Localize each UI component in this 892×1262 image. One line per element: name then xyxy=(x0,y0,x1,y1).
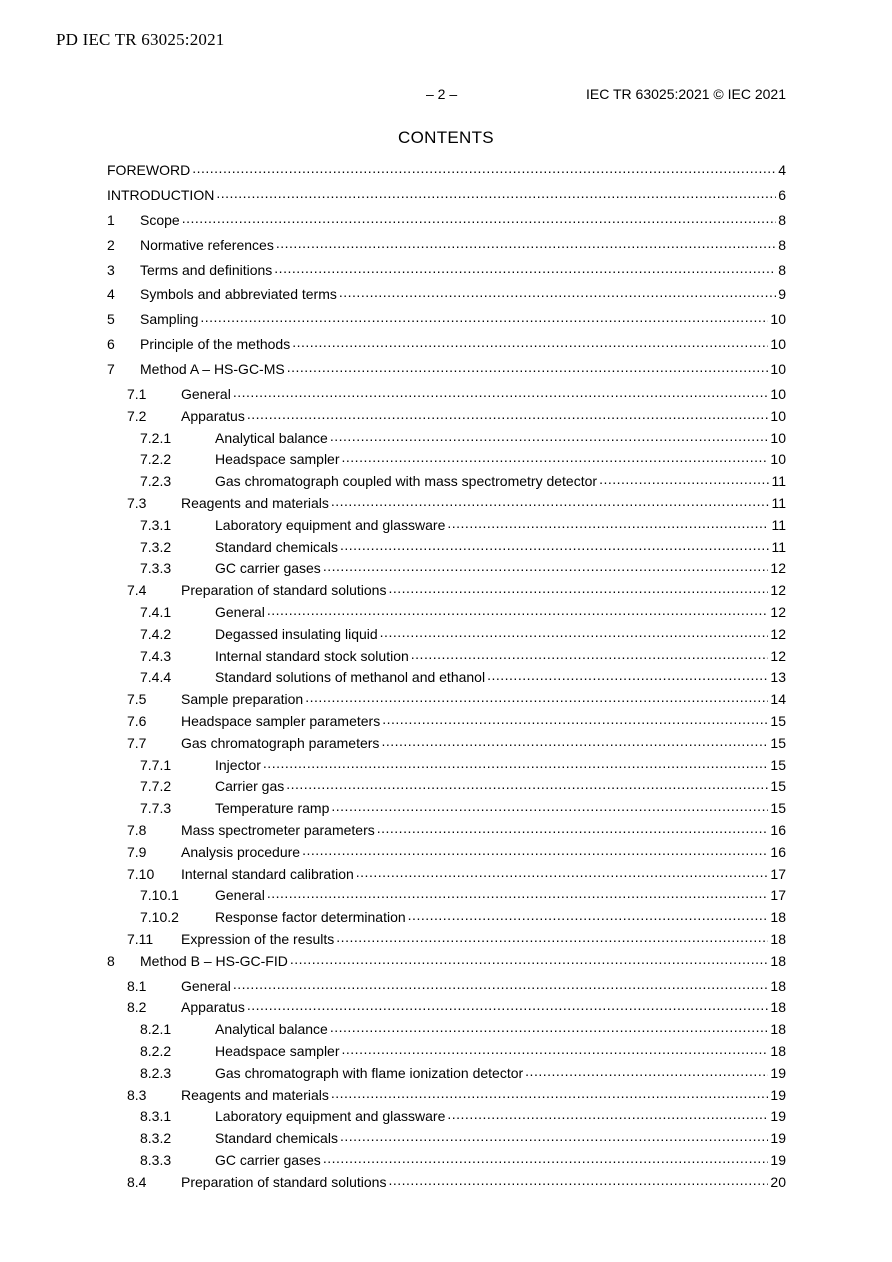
toc-dot-leader xyxy=(330,429,769,443)
toc-dot-leader xyxy=(339,285,776,299)
toc-dot-leader xyxy=(267,603,769,617)
toc-dot-leader xyxy=(302,843,768,857)
toc-entry-title[interactable]: Apparatus xyxy=(181,407,245,424)
toc-dot-leader xyxy=(447,516,769,530)
toc-entry-number: 7.4.4 xyxy=(140,669,172,686)
toc-entry-number: 8.1 xyxy=(127,977,147,994)
toc-entry-page[interactable]: 19 xyxy=(770,1152,786,1168)
toc-entry-title[interactable]: General xyxy=(181,977,231,994)
toc-entry-number: 2 xyxy=(107,236,115,253)
toc-entry-title[interactable]: General xyxy=(215,603,265,620)
toc-dot-leader xyxy=(388,1173,768,1187)
toc-entry-page[interactable]: 8 xyxy=(778,261,786,278)
toc-entry-page[interactable]: 19 xyxy=(770,1086,786,1103)
toc-entry[interactable] xyxy=(107,450,786,468)
toc-entry-title[interactable]: Laboratory equipment and glassware xyxy=(215,516,446,533)
toc-entry-page[interactable]: 11 xyxy=(771,538,786,555)
toc-entry[interactable] xyxy=(107,472,786,490)
toc-dot-leader xyxy=(200,310,768,324)
toc-dot-leader xyxy=(336,930,768,944)
toc-dot-leader xyxy=(411,647,769,661)
toc-entry[interactable] xyxy=(107,756,786,774)
toc-dot-leader xyxy=(331,1086,769,1100)
toc-entry-number: 4 xyxy=(107,286,115,303)
toc-dot-leader xyxy=(388,581,768,595)
toc-entry[interactable] xyxy=(107,625,786,643)
toc-entry[interactable] xyxy=(107,516,786,534)
toc-entry-page[interactable]: 8 xyxy=(778,236,786,253)
toc-entry-page[interactable]: 16 xyxy=(770,821,786,838)
toc-entry-title[interactable]: Preparation of standard solutions xyxy=(181,582,387,599)
toc-entry-page[interactable]: 11 xyxy=(771,495,786,511)
toc-dot-leader xyxy=(323,1151,769,1165)
toc-entry-page[interactable]: 10 xyxy=(770,386,786,403)
toc-entry[interactable] xyxy=(107,385,786,403)
toc-dot-leader xyxy=(330,1020,769,1034)
toc-entry-number: 7 xyxy=(107,361,115,378)
toc-entry-number: 7.11 xyxy=(127,930,154,947)
toc-entry[interactable] xyxy=(107,161,786,179)
toc-entry-title[interactable]: Gas chromatograph with flame ionization detector xyxy=(215,1064,524,1081)
toc-entry[interactable] xyxy=(107,908,786,926)
copyright-notice: IEC TR 63025:2021 © IEC 2021 xyxy=(586,86,786,102)
toc-entry-number: 7.5 xyxy=(127,691,147,708)
toc-entry-page[interactable]: 15 xyxy=(770,800,786,817)
toc-entry-number: 7.4.3 xyxy=(140,647,172,664)
toc-dot-leader xyxy=(447,1107,768,1121)
toc-entry-page[interactable]: 12 xyxy=(770,603,786,620)
toc-dot-leader xyxy=(274,261,776,275)
toc-entry-number: 7.3 xyxy=(127,495,147,511)
toc-entry[interactable] xyxy=(107,977,786,995)
toc-entry-title[interactable]: Response factor determination xyxy=(215,909,406,926)
toc-dot-leader xyxy=(342,450,769,464)
toc-entry-number: 8 xyxy=(107,952,115,969)
toc-entry-number: 8.3 xyxy=(127,1086,147,1103)
toc-entry-page[interactable]: 4 xyxy=(778,162,786,178)
toc-entry-title[interactable]: General xyxy=(215,887,265,904)
toc-entry-page[interactable]: 18 xyxy=(770,1021,786,1038)
toc-entry[interactable] xyxy=(107,186,786,204)
toc-entry-page[interactable]: 10 xyxy=(770,336,786,353)
toc-entry-page[interactable]: 15 xyxy=(770,778,786,795)
toc-entry-number: 7.6 xyxy=(127,712,147,729)
toc-entry-page[interactable]: 14 xyxy=(770,691,786,708)
toc-entry-title[interactable]: Carrier gas xyxy=(215,778,285,795)
toc-entry-title[interactable]: GC carrier gases xyxy=(215,1152,321,1168)
toc-entry-number: 7.7.1 xyxy=(140,756,172,773)
toc-entry-number: 7.10.2 xyxy=(140,909,179,926)
toc-entry-number: 7.7 xyxy=(127,734,147,751)
toc-entry-page[interactable]: 13 xyxy=(770,669,786,686)
toc-dot-leader xyxy=(340,1129,768,1143)
toc-entry[interactable] xyxy=(107,261,786,279)
toc-entry[interactable] xyxy=(107,865,786,883)
toc-entry-title[interactable]: Principle of the methods xyxy=(140,336,291,353)
toc-entry[interactable] xyxy=(107,1064,786,1082)
toc-entry-number: 7.2.2 xyxy=(140,451,172,468)
toc-entry-page[interactable]: 10 xyxy=(770,407,786,424)
toc-entry-page[interactable]: 6 xyxy=(778,186,786,203)
toc-entry-title[interactable]: GC carrier gases xyxy=(215,560,321,577)
toc-entry[interactable] xyxy=(107,777,786,795)
toc-entry[interactable] xyxy=(107,1086,786,1104)
toc-dot-leader xyxy=(233,385,769,399)
toc-entry-page[interactable]: 18 xyxy=(770,909,786,926)
toc-entry-number: 7.1 xyxy=(127,386,147,403)
toc-entry-page[interactable]: 15 xyxy=(770,756,786,773)
toc-entry-page[interactable]: 15 xyxy=(770,712,786,729)
toc-entry-title[interactable]: Standard chemicals xyxy=(215,538,338,555)
toc-entry-number: 7.10.1 xyxy=(140,887,179,904)
toc-dot-leader xyxy=(380,625,769,639)
toc-entry-number: 6 xyxy=(107,336,115,353)
toc-entry[interactable] xyxy=(107,799,786,817)
toc-dot-leader xyxy=(381,734,768,748)
toc-entry-page[interactable]: 12 xyxy=(770,625,786,642)
toc-entry-title[interactable]: Apparatus xyxy=(181,999,245,1016)
toc-entry[interactable] xyxy=(107,236,786,254)
toc-entry-number: 7.3.1 xyxy=(140,516,172,533)
toc-dot-leader xyxy=(340,538,770,552)
toc-entry-page[interactable]: 20 xyxy=(770,1173,786,1190)
toc-entry-page[interactable]: 17 xyxy=(770,887,786,904)
toc-entry-number: 5 xyxy=(107,311,115,328)
toc-entry-title[interactable]: Symbols and abbreviated terms xyxy=(140,286,337,303)
toc-entry-title[interactable]: Gas chromatograph coupled with mass spectrometry detector xyxy=(215,473,598,490)
toc-entry[interactable] xyxy=(107,581,786,599)
toc-entry-title[interactable]: Gas chromatograph parameters xyxy=(181,734,380,751)
toc-entry-title[interactable]: Headspace sampler xyxy=(215,451,340,468)
toc-dot-leader xyxy=(247,407,769,421)
toc-entry-title[interactable]: Analytical balance xyxy=(215,429,328,446)
toc-entry[interactable] xyxy=(107,1129,786,1147)
toc-dot-leader xyxy=(377,821,769,835)
toc-entry-title[interactable]: Method B – HS-GC-FID xyxy=(140,952,288,969)
toc-entry-number: 7.4.2 xyxy=(140,625,172,642)
toc-entry[interactable] xyxy=(107,407,786,425)
toc-entry[interactable] xyxy=(107,734,786,752)
toc-entry-number: 7.2.1 xyxy=(140,429,172,446)
toc-entry-number: 7.9 xyxy=(127,843,147,860)
toc-entry-page[interactable]: 12 xyxy=(770,582,786,599)
toc-dot-leader xyxy=(287,360,769,374)
toc-entry-title[interactable]: Method A – HS-GC-MS xyxy=(140,361,285,378)
toc-entry-title[interactable]: Reagents and materials xyxy=(181,495,329,511)
toc-entry-title[interactable]: Scope xyxy=(140,211,180,228)
toc-entry-title[interactable]: Standard chemicals xyxy=(215,1130,338,1147)
toc-entry-page[interactable]: 12 xyxy=(770,647,786,664)
toc-entry-page[interactable]: 18 xyxy=(770,930,786,947)
toc-entry-page[interactable]: 15 xyxy=(770,734,786,751)
toc-entry-title[interactable]: Degassed insulating liquid xyxy=(215,625,378,642)
toc-entry[interactable] xyxy=(107,559,786,577)
toc-entry-number: 7.7.2 xyxy=(140,778,172,795)
toc-entry-title[interactable]: Normative references xyxy=(140,236,274,253)
toc-entry-number: 7.3.2 xyxy=(140,538,172,555)
toc-entry-page[interactable]: 11 xyxy=(771,473,786,490)
toc-dot-leader xyxy=(276,236,776,250)
toc-entry-page[interactable]: 10 xyxy=(770,451,786,468)
toc-entry[interactable] xyxy=(107,211,786,229)
toc-entry[interactable] xyxy=(107,1107,786,1125)
toc-entry-number: 7.3.3 xyxy=(140,560,172,577)
toc-entry[interactable] xyxy=(107,886,786,904)
toc-entry-number: 8.3.2 xyxy=(140,1130,172,1147)
toc-entry-title[interactable]: Standard solutions of methanol and ethanol xyxy=(215,669,486,686)
toc-entry-number: 8.3.1 xyxy=(140,1108,172,1125)
toc-entry-title[interactable]: Laboratory equipment and glassware xyxy=(215,1108,446,1125)
toc-entry[interactable] xyxy=(107,1151,786,1169)
toc-entry-page[interactable]: 19 xyxy=(770,1108,786,1125)
toc-dot-leader xyxy=(331,494,770,508)
toc-dot-leader xyxy=(263,756,769,770)
toc-dot-leader xyxy=(356,865,769,879)
toc-dot-leader xyxy=(408,908,769,922)
toc-entry-page[interactable]: 10 xyxy=(770,429,786,446)
toc-entry-page[interactable]: 19 xyxy=(770,1064,786,1081)
toc-entry-number: 3 xyxy=(107,261,115,278)
toc-entry-page[interactable]: 16 xyxy=(770,843,786,860)
toc-entry-page[interactable]: 10 xyxy=(770,311,786,328)
toc-entry-title[interactable]: Preparation of standard solutions xyxy=(181,1173,387,1190)
toc-entry-page[interactable]: 9 xyxy=(778,286,786,303)
toc-dot-leader xyxy=(331,799,768,813)
toc-dot-leader xyxy=(342,1042,769,1056)
toc-entry-title[interactable]: INTRODUCTION xyxy=(107,186,215,203)
toc-entry[interactable] xyxy=(107,538,786,556)
toc-entry[interactable] xyxy=(107,1020,786,1038)
toc-entry-page[interactable]: 17 xyxy=(770,865,786,882)
toc-dot-leader xyxy=(247,998,769,1012)
toc-entry-title[interactable]: Headspace sampler xyxy=(215,1043,340,1060)
toc-entry-page[interactable]: 12 xyxy=(770,560,786,577)
toc-entry-page[interactable]: 18 xyxy=(770,1043,786,1060)
toc-entry-title[interactable]: General xyxy=(181,386,231,403)
toc-entry-number: 7.2.3 xyxy=(140,473,172,490)
toc-entry-title[interactable]: Sampling xyxy=(140,311,199,328)
toc-entry-number: 8.2 xyxy=(127,999,147,1016)
toc-entry-page[interactable]: 18 xyxy=(770,977,786,994)
toc-entry[interactable] xyxy=(107,360,786,378)
toc-entry-page[interactable]: 18 xyxy=(770,952,786,969)
document-id: PD IEC TR 63025:2021 xyxy=(56,30,225,49)
toc-dot-leader xyxy=(525,1064,768,1078)
toc-dot-leader xyxy=(216,186,776,200)
toc-entry-title[interactable]: Injector xyxy=(215,756,261,773)
table-of-contents xyxy=(107,161,786,1191)
toc-entry[interactable] xyxy=(107,690,786,708)
toc-entry-title[interactable]: Internal standard stock solution xyxy=(215,647,409,664)
toc-entry[interactable] xyxy=(107,494,786,512)
toc-entry[interactable] xyxy=(107,952,786,970)
toc-entry[interactable] xyxy=(107,843,786,861)
toc-entry[interactable] xyxy=(107,668,786,686)
toc-entry-title[interactable]: Mass spectrometer parameters xyxy=(181,821,375,838)
toc-entry-title[interactable]: Analytical balance xyxy=(215,1021,328,1038)
toc-entry[interactable] xyxy=(107,335,786,353)
toc-entry-number: 7.8 xyxy=(127,821,147,838)
toc-entry-number: 7.4 xyxy=(127,582,147,599)
toc-entry-page[interactable]: 18 xyxy=(770,999,786,1016)
toc-entry-number: 1 xyxy=(107,211,115,228)
toc-dot-leader xyxy=(292,335,768,349)
toc-entry[interactable] xyxy=(107,647,786,665)
toc-dot-leader xyxy=(182,211,777,225)
toc-entry-title[interactable]: Headspace sampler parameters xyxy=(181,712,381,729)
toc-dot-leader xyxy=(323,559,769,573)
toc-entry-number: 7.2 xyxy=(127,407,147,424)
toc-entry-page[interactable]: 11 xyxy=(771,516,786,533)
toc-entry-title[interactable]: Expression of the results xyxy=(181,930,335,947)
toc-entry[interactable] xyxy=(107,821,786,839)
toc-dot-leader xyxy=(192,161,776,175)
page-number: – 2 – xyxy=(426,86,458,102)
toc-entry[interactable] xyxy=(107,1173,786,1191)
toc-dot-leader xyxy=(599,472,769,486)
toc-entry-title[interactable]: Temperature ramp xyxy=(215,800,330,817)
contents-heading: CONTENTS xyxy=(398,128,494,147)
toc-entry[interactable] xyxy=(107,998,786,1016)
toc-dot-leader xyxy=(487,668,768,682)
toc-entry-page[interactable]: 8 xyxy=(778,211,786,228)
toc-entry-title[interactable]: Analysis procedure xyxy=(181,843,301,860)
toc-entry-page[interactable]: 10 xyxy=(770,361,786,378)
toc-entry-number: 7.4.1 xyxy=(140,603,172,620)
toc-entry-number: 7.7.3 xyxy=(140,800,172,817)
toc-dot-leader xyxy=(286,777,768,791)
toc-entry-number: 8.3.3 xyxy=(140,1152,172,1168)
toc-entry-title[interactable]: Reagents and materials xyxy=(181,1086,329,1103)
toc-entry[interactable] xyxy=(107,712,786,730)
toc-entry-page[interactable]: 19 xyxy=(770,1130,786,1147)
toc-entry[interactable] xyxy=(107,285,786,303)
toc-entry-title[interactable]: Internal standard calibration xyxy=(181,865,354,882)
toc-entry-number: 8.4 xyxy=(127,1173,147,1190)
toc-entry-number: 8.2.3 xyxy=(140,1064,172,1081)
toc-entry-number: 7.10 xyxy=(127,865,155,882)
toc-entry-title[interactable]: Terms and definitions xyxy=(140,261,273,278)
toc-dot-leader xyxy=(382,712,768,726)
toc-entry-number: 8.2.2 xyxy=(140,1043,172,1060)
toc-entry[interactable] xyxy=(107,429,786,447)
toc-dot-leader xyxy=(267,886,769,900)
toc-entry-number: 8.2.1 xyxy=(140,1021,172,1038)
toc-dot-leader xyxy=(290,952,769,966)
toc-entry-title[interactable]: Sample preparation xyxy=(181,691,304,708)
toc-dot-leader xyxy=(305,690,768,704)
toc-entry[interactable] xyxy=(107,603,786,621)
toc-entry-title[interactable]: FOREWORD xyxy=(107,162,191,178)
toc-dot-leader xyxy=(233,977,769,991)
toc-entry[interactable] xyxy=(107,310,786,328)
toc-entry[interactable] xyxy=(107,1042,786,1060)
toc-entry[interactable] xyxy=(107,930,786,948)
